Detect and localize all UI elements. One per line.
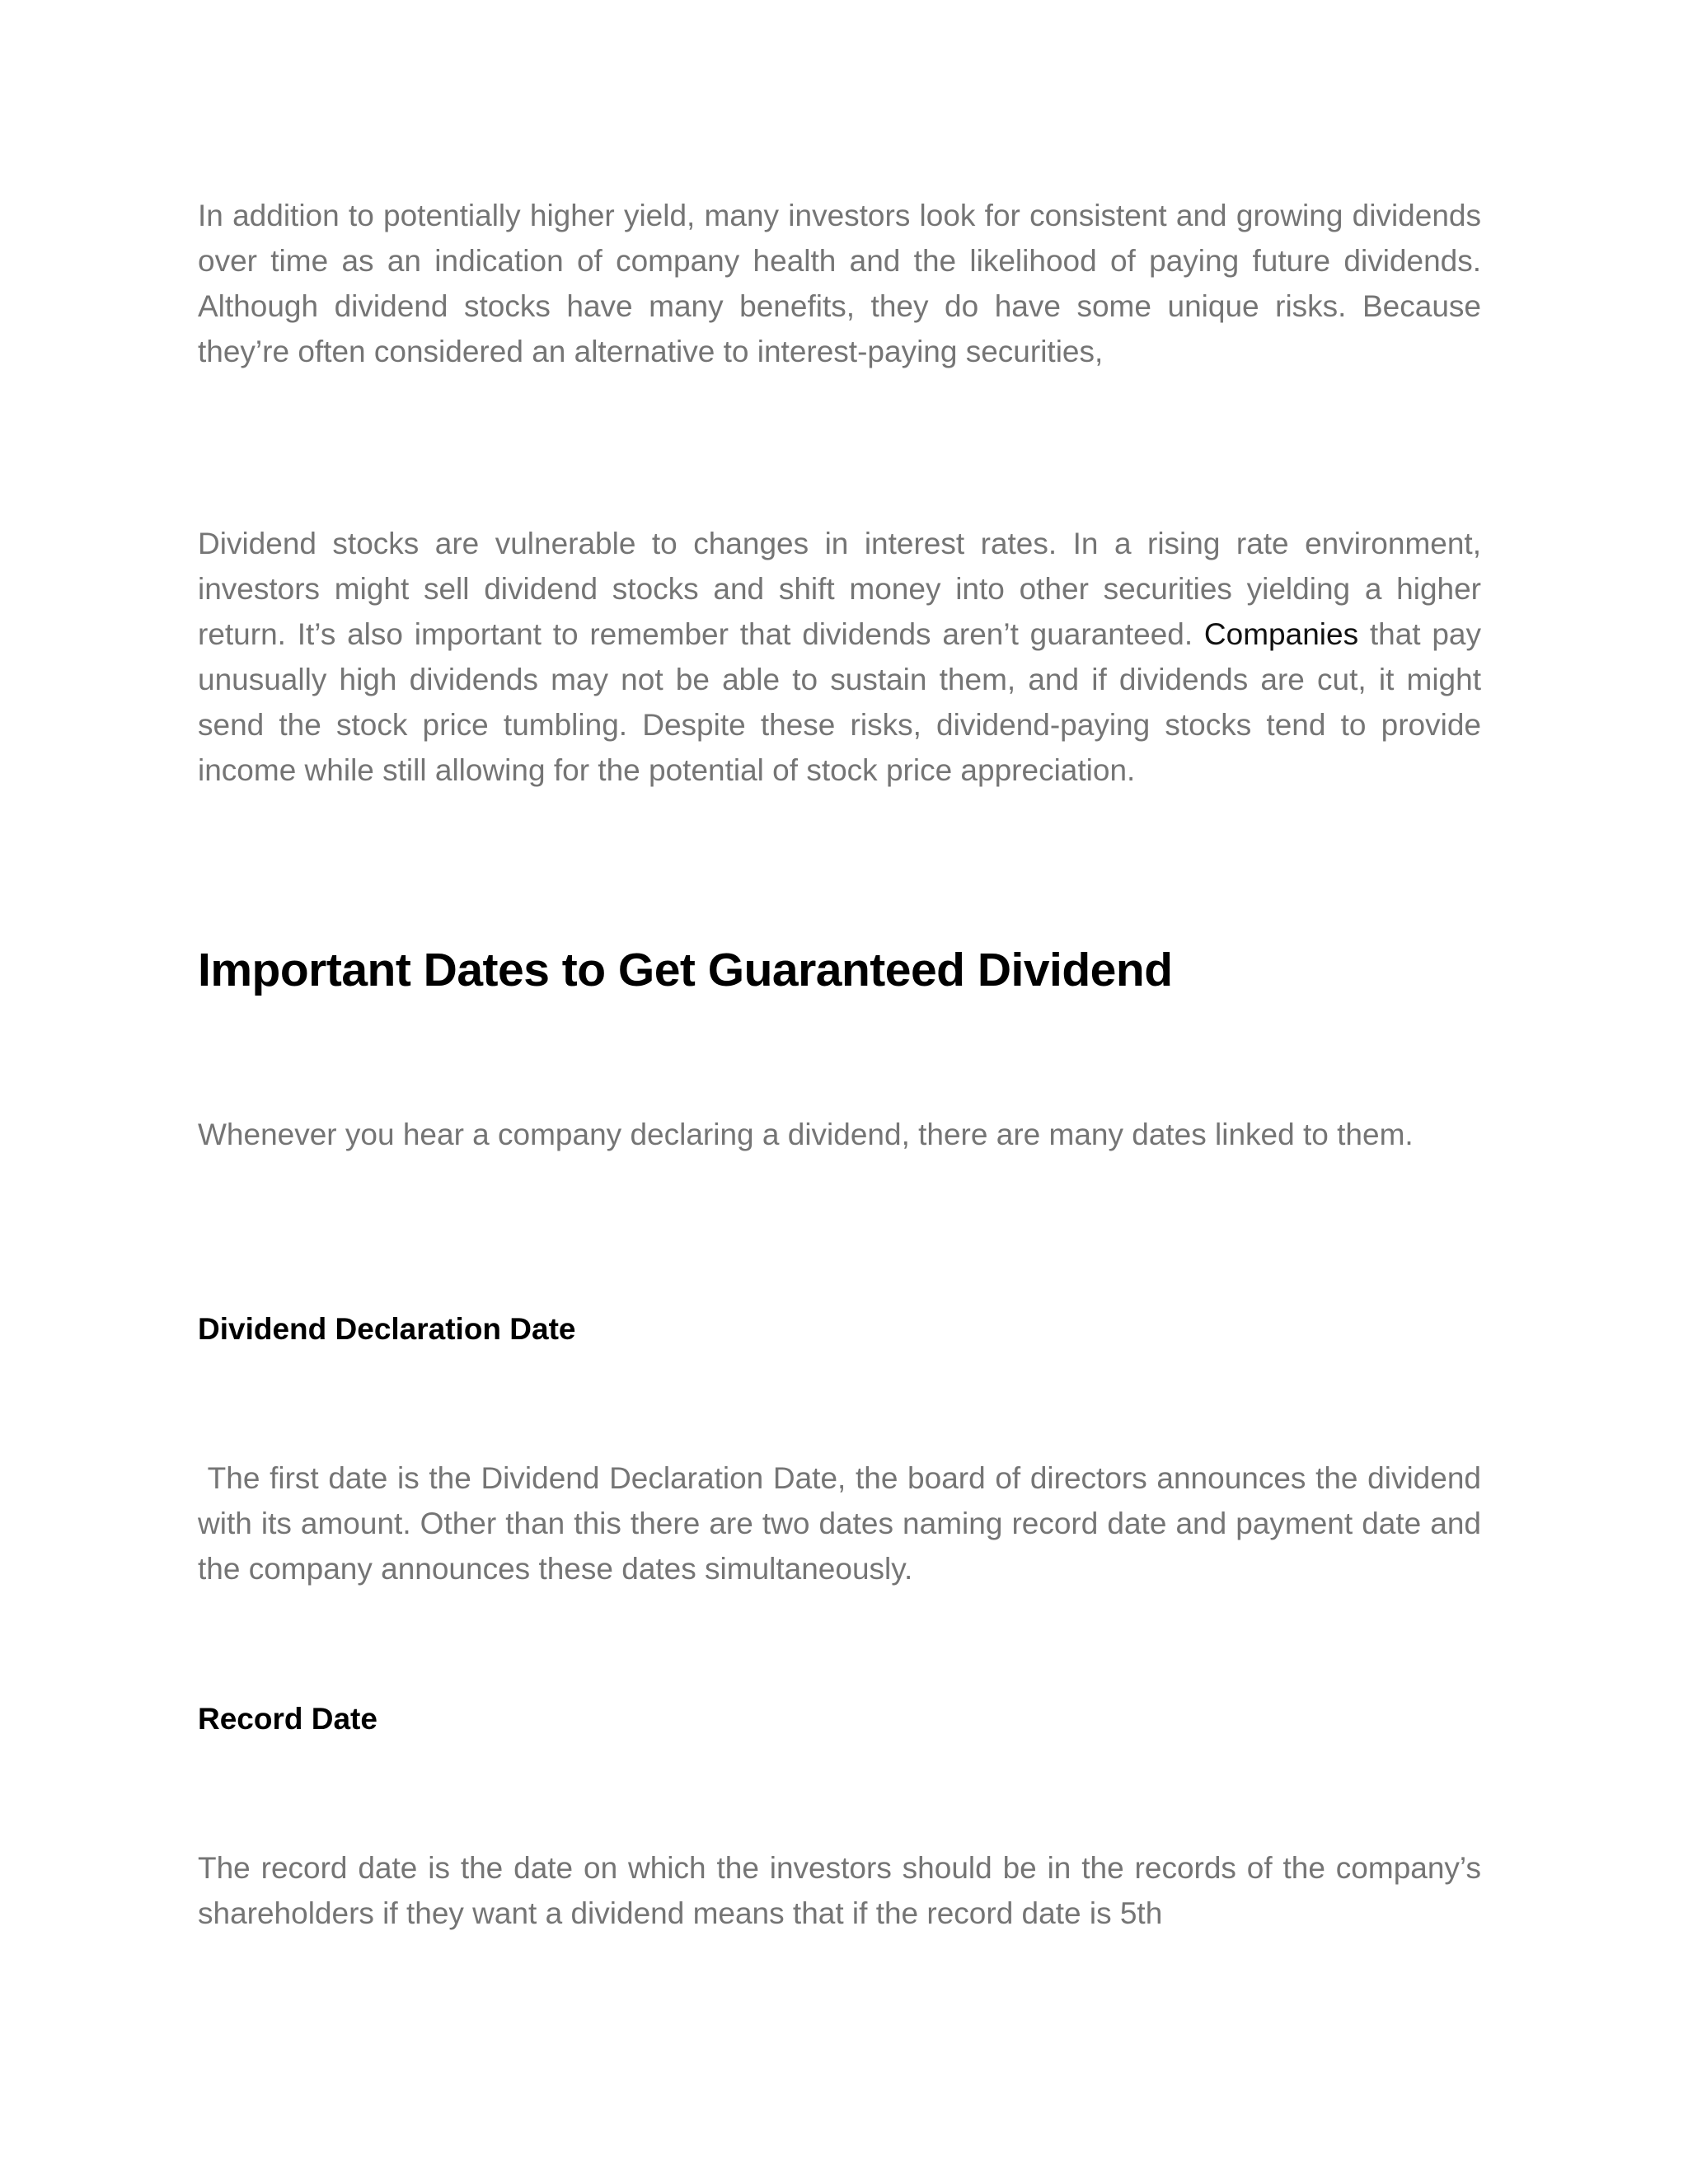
risks-lead-text: Dividend stocks are vulnerable to changes in interest rates. In a rising rate environment, investors might sell dividend stocks and shift money into other securities yielding a higher return. It’s also important to remember that dividends aren’t guaranteed. — [198, 527, 1481, 651]
paragraph-dividend-risks — [198, 521, 1481, 793]
record-paragraph-block — [198, 1845, 1481, 1936]
intro-paragraph-block — [198, 193, 1481, 374]
heading-record-date: Record Date — [198, 1702, 377, 1736]
risks-rest-text: that pay unusually high dividends may not be able to sustain them, and if dividends are cut, it might send the stock price tumbling. Despite these risks, dividend-paying stocks tend to provide income while still allowing for the potential of stock price appreciation. — [198, 617, 1481, 787]
heading-dividend-declaration-date: Dividend Declaration Date — [198, 1312, 576, 1346]
declaration-paragraph-block — [198, 1455, 1490, 1591]
risks-paragraph-block — [198, 521, 1481, 793]
dates-intro-block — [198, 1112, 1481, 1157]
main-heading-block — [198, 941, 1481, 999]
paragraph-record-date: The record date is the date on which the investors should be in the records of the company’s shareholders if they want a dividend means that if the record date is 5th — [198, 1851, 1481, 1930]
paragraph-declaration-date: The first date is the Dividend Declaration Date, the board of directors announces the dividend with its amount. Other than this there are two dates naming record date and payment date and the company announces these dates simultaneously. — [198, 1461, 1490, 1586]
paragraph-dividend-growth: In addition to potentially higher yield, many investors look for consistent and growing dividends over time as an indication of company health and the likelihood of paying future dividends. Although dividend stocks have many benefits, they do have some unique risks. Because they’re often considered an alternative to interest-paying securities, — [198, 199, 1481, 368]
paragraph-dates-intro: Whenever you hear a company declaring a dividend, there are many dates linked to them. — [198, 1118, 1414, 1151]
record-heading-block — [198, 1699, 1481, 1739]
companies-link[interactable]: Companies — [1203, 617, 1359, 651]
heading-important-dates: Important Dates to Get Guaranteed Dividend — [198, 944, 1173, 996]
declaration-heading-block — [198, 1310, 1481, 1349]
